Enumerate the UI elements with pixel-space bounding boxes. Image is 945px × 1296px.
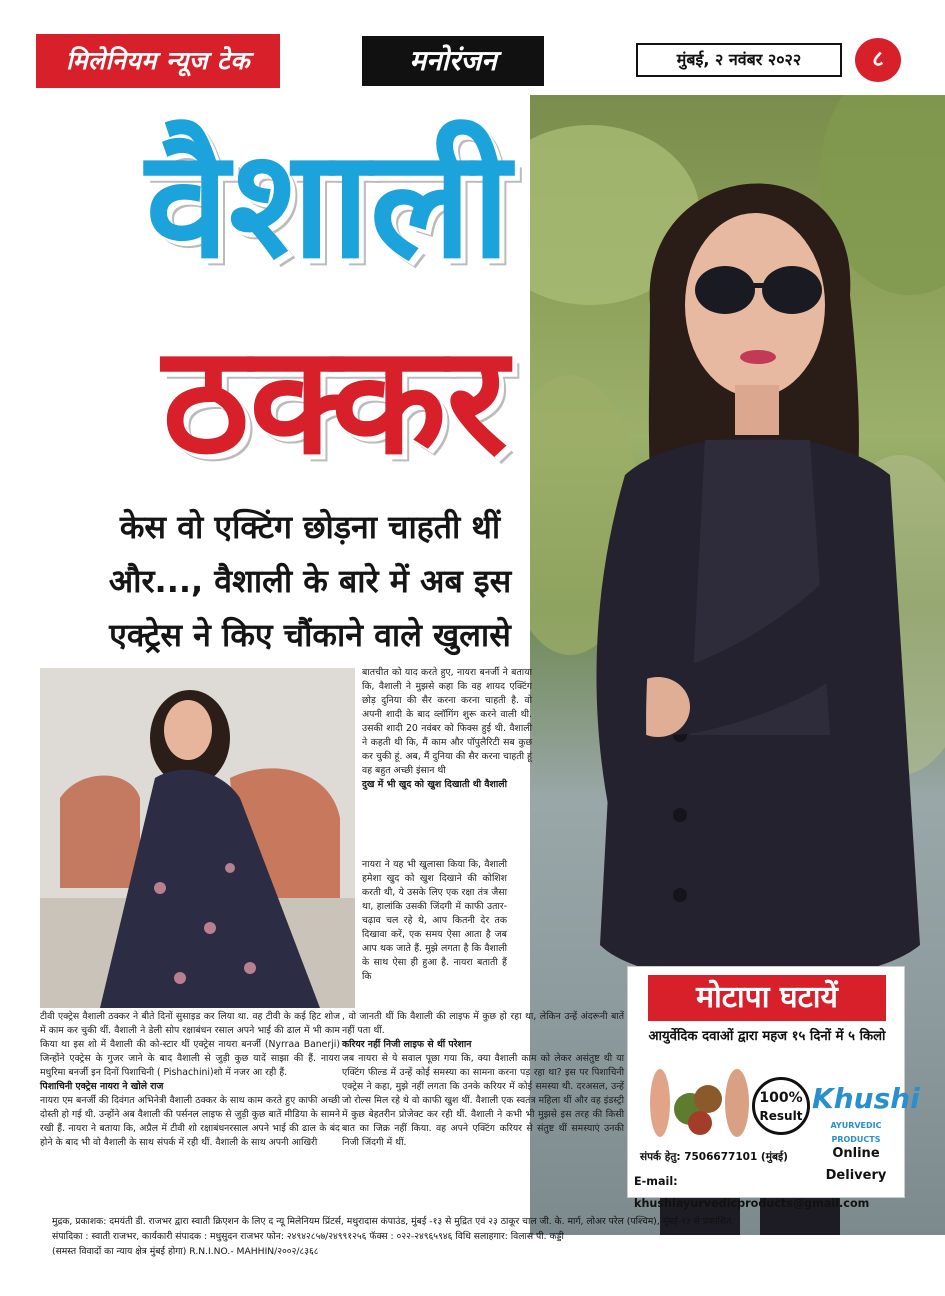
subheading: करियर नहीं निजी लाइफ से थीं परेशान	[342, 1039, 472, 1050]
subhead-line-1: केस वो एक्टिंग छोड़ना चाहती थीं	[119, 508, 501, 546]
masthead-brand: मिलेनियम न्यूज टेक	[36, 34, 280, 88]
badge-percent: 100%	[759, 1090, 803, 1106]
imprint-line-1: मुद्रक, प्रकाशक: दमयंती डी. राजभर द्वारा स्वाती क्रिएशन के लिए द न्यू मिलेनियम प्रिंटर्स, मथुरादास कंपाउंड, मुंबई -१३ से मुद्रित एवं २३ ठाकूर चाल जी. के. मार्ग, लोअर परेल (पश्चिम), मुंबई-१३ से प्रकाशित,	[52, 1216, 735, 1227]
headline-line-2: ठक्कर	[162, 314, 508, 488]
page-number: ८	[855, 38, 901, 82]
badge-label: Result	[759, 1109, 803, 1123]
paragraph: टीवी एक्ट्रेस वैशाली ठक्कर ने बीते दिनों सुसाइड कर लिया था. वह टीवी के कई हिट शोज में काम कर चुकी थीं. वैशाली ने डेली सोप रक्षाबंधन रसाल अपने भाई की ढाल में भी काम किया था इस शो में वैशाली की को-स्टार थीं एक्ट्रेस नायरा बनर्जी (Nyrraa Banerji) जिन्होंने एक्ट्रेस के गुजर जाने के बाद वैशाली से जुड़ी कुछ यादें साझा की हैं. नायरा मधुरिमा बनर्जी इन दिनों पिशाचिनी ( Pishachini)शो में नजर आ रही हैं.	[40, 1011, 340, 1078]
article-column-right-top	[362, 666, 532, 792]
ad-brand-subtitle: AYURVEDIC PRODUCTS	[830, 1121, 882, 1144]
imprint-footer	[52, 1214, 912, 1259]
subheading: पिशाचिनी एक्ट्रेस नायरा ने खोले राज	[40, 1081, 164, 1092]
imprint-line-2: संपादिका : स्वाती राजभर, कार्यकारी संपादक : मधुसुदन राजभर फोन: २४९४२८५७/२४९९१२५६ फॅक्स : ०२२-२४९६५९४६ विधि सलाहगार: विलास पी. कड्डी	[52, 1231, 564, 1242]
result-badge	[752, 1077, 810, 1135]
article-column-right-bottom	[362, 858, 507, 984]
paragraph: बातचीत को याद करते हुए, नायरा बनर्जी ने बताया कि, वैशाली ने मुझसे कहा कि वह शायद एक्टिंग छोड़ दुनिया की सैर करना करना चाहती है. वो अपनी शादी के बाद व्लॉगिंग शुरू करने वाली थी. उसकी शादी 20 नवंबर को फिक्स हुई थी. वैशाली ने कहती थी कि, मैं काम और पॉपुलैरिटी सब कुछ कर चुकी हूं. अब, मैं दुनिया की सैर करना चाहती हूं वह बहुत अच्छी इंसान थी	[362, 667, 532, 776]
ad-contact: संपर्क हेतु: 7506677101 (मुंबई)	[640, 1151, 788, 1163]
subhead-line-3: एक्ट्रेस ने किए चौंकाने वाले खुलासे	[109, 616, 511, 654]
headline-line-1: वैशाली	[145, 118, 511, 292]
advertisement	[627, 966, 920, 1210]
paragraph: जब नायरा से ये सवाल पूछा गया कि, क्या वैशाली काम को लेकर असंतुष्ट थी या एक्टिंग फील्ड में उन्हें कोई समस्या का सामना करना पड़ रहा था? इस पर पिशाचिनी एक्ट्रेस ने कहा, मुझे नहीं लगता कि उनके करियर में कोई समस्या थी. दरअसल, उन्हें जो रोल्स मिल रहे थे वो काफी खुश थीं. वैशाली एक स्वतंत्र महिला थीं और वह इंडस्ट्री में कुछ बेहतरीन प्रोजेक्ट कर रही थीं. वैशाली ने कभी भी मुझसे इस तरह की किसी बात का जिक्र नहीं किया. वह अपने एक्टिंग करियर से संतुष्ट थीं समस्याएं उनकी निजी जिंदगी में थीं.	[342, 1053, 625, 1148]
imprint-line-3: (समस्त विवादों का न्याय क्षेत्र मुंबई होगा) R.N.I.NO.- MAHHIN/२००२/८३६८	[52, 1246, 319, 1257]
ad-title: मोटापा घटायें	[648, 975, 886, 1021]
subheading: दुख में भी खुद को खुश दिखाती थी वैशाली	[362, 779, 507, 790]
article-column-middle	[342, 1010, 624, 1150]
ad-tagline: आयुर्वेदिक दवाओं द्वारा महज १५ दिनों में ५ किलो	[648, 1029, 886, 1044]
ad-email: E-mail: khushiayurvedicproducts@gmail.com	[634, 1175, 870, 1210]
article-column-left	[40, 1010, 340, 1150]
ad-brand: Khushi	[812, 1082, 920, 1115]
subhead-line-2: और..., वैशाली के बारे में अब इस	[108, 562, 512, 600]
section-label: मनोरंजन	[362, 36, 544, 86]
ad-delivery: Online Delivery	[825, 1146, 887, 1183]
inset-photo	[40, 668, 355, 1008]
product-herbs-icon	[642, 1059, 752, 1143]
paragraph: , वो जानती थीं कि वैशाली की लाइफ में कुछ हो रहा था, लेकिन उन्हें अंदरूनी बातें नहीं पता थीं.	[342, 1011, 624, 1036]
paragraph: नायरा एम बनर्जी की दिवंगत अभिनेत्री वैशाली ठक्कर के साथ काम करते हुए काफी अच्छी दोस्ती हो गई थी. उन्होंने अब वैशाली की पर्सनल लाइफ से जुड़ी कुछ बातें मीडिया के सामने रखी हैं. नायरा ने बताया कि, अप्रैल में टीवी शो रक्षाबंधनरसाल अपने भाई की ढाल के बंद होने के बाद भी वो वैशाली के साथ संपर्क में रही थीं. वैशाली के साथ अपनी आखिरी	[40, 1095, 340, 1148]
dateline: मुंबई, २ नवंबर २०२२	[636, 43, 842, 77]
paragraph: नायरा ने यह भी खुलासा किया कि, वैशाली हमेशा खुद को खुश दिखाने की कोशिश करती थी, ये उसके लिए एक रक्षा तंत्र जैसा था, हालांकि उसकी जिंदगी में काफी उतार-चढ़ाव चल रहे थे, आप कितनी देर तक दिखावा करें, एक समय ऐसा आता है जब आप थक जाते हैं. मुझे लगता है कि वैशाली के साथ ऐसा ही हुआ है. नायरा बताती हैं कि	[362, 859, 507, 982]
woman-seated-portrait-icon	[40, 668, 355, 1008]
